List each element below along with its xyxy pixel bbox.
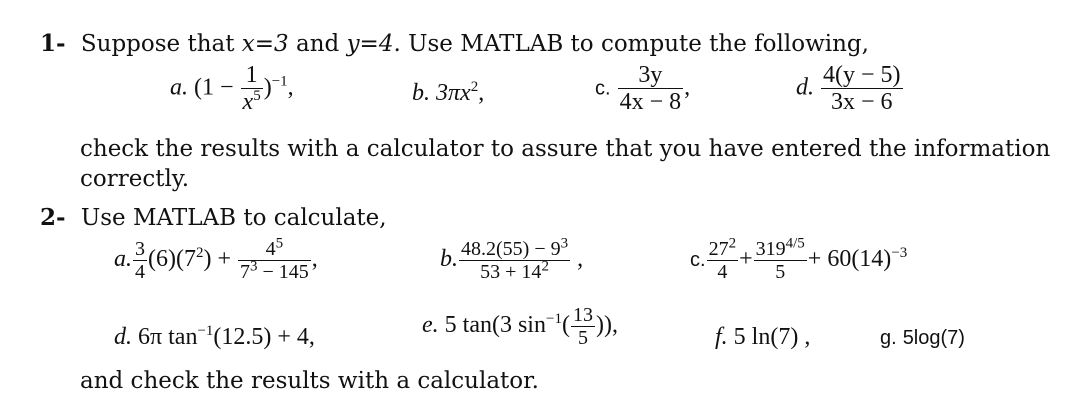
label-1b: b. xyxy=(412,80,430,106)
label-2d: d. xyxy=(114,324,132,350)
expression-2a xyxy=(114,235,318,283)
expr-1a-trail: , xyxy=(287,74,294,101)
problem-1-prompt-end: . Use MATLAB to compute the following, xyxy=(393,31,869,57)
expr-2g: 5log(7) xyxy=(902,327,965,349)
y-assignment: y=4 xyxy=(346,31,394,57)
fraction-1a xyxy=(241,62,263,116)
fraction-2a-2 xyxy=(238,235,311,283)
expression-2f xyxy=(715,324,810,351)
fraction-2b xyxy=(459,235,570,283)
fraction-2e xyxy=(571,304,595,349)
expr-2c-tail: + 60(14) xyxy=(807,246,892,273)
x-assignment: x=3 xyxy=(241,31,289,57)
fraction-2c-1-numerator: 27 xyxy=(708,238,729,260)
fraction-1c-numerator: 3y xyxy=(618,62,684,89)
fraction-2a-2-numerator: 4 xyxy=(265,238,276,260)
expr-2d-tail: (12.5) + 4, xyxy=(213,324,315,350)
label-2b: b. xyxy=(440,246,458,273)
problem-1-prompt-start: Suppose that xyxy=(80,31,242,57)
label-1d: d. xyxy=(796,74,814,101)
fraction-2b-denominator: 53 + 14 xyxy=(480,261,542,283)
label-1c: c. xyxy=(595,77,611,100)
label-1a: a. xyxy=(170,74,188,101)
expr-2d-exponent: −1 xyxy=(197,323,214,339)
check-line-1: check the results with a calculator to assure that you have entered the information xyxy=(80,136,1051,162)
fraction-1a-denominator: x xyxy=(242,89,254,116)
closing-line: and check the results with a calculator. xyxy=(80,368,539,394)
expression-2e xyxy=(422,304,618,349)
expression-2g xyxy=(880,324,965,351)
expr-1c-trail: , xyxy=(684,74,691,101)
fraction-2b-numerator: 48.2(55) − 9 xyxy=(461,238,561,260)
problem-2-heading xyxy=(40,204,387,231)
expression-2d xyxy=(114,324,315,351)
check-line-2: correctly. xyxy=(80,166,190,192)
expr-1b-exponent: 2 xyxy=(470,79,479,95)
expr-1a-outer-exponent: −1 xyxy=(271,73,288,90)
expr-2a-mid-exponent: 2 xyxy=(195,245,204,262)
expr-2f: 5 ln(7) , xyxy=(733,324,811,350)
fraction-1c xyxy=(618,62,684,116)
expr-2a-mid-tail: ) + xyxy=(203,246,232,273)
fraction-2c-2-num-exponent: 4/5 xyxy=(785,235,805,252)
fraction-1a-numerator: 1 xyxy=(241,62,263,89)
expr-2a-mid: (6)(7 xyxy=(148,246,196,273)
fraction-1d xyxy=(821,62,903,116)
expr-1a-tail: ) xyxy=(263,74,272,101)
expr-2e-close: )), xyxy=(595,312,618,339)
fraction-2a-1-numerator: 3 xyxy=(135,238,145,260)
fraction-2b-den-exponent: 2 xyxy=(541,258,549,275)
expr-1a-lead: (1 − xyxy=(194,74,234,101)
expression-2b xyxy=(440,235,584,283)
fraction-1a-exponent: 5 xyxy=(253,88,261,105)
label-2f: f. xyxy=(715,324,728,350)
problem-2-number: 2- xyxy=(40,204,66,231)
and-word: and xyxy=(288,31,347,57)
fraction-2a-2-denominator: 7 xyxy=(240,261,251,283)
fraction-2c-1 xyxy=(707,235,739,283)
expression-1d xyxy=(796,62,904,116)
fraction-2c-1-num-exponent: 2 xyxy=(728,235,737,252)
expr-1b-trail: , xyxy=(478,80,485,106)
fraction-2c-1-denominator: 4 xyxy=(717,261,728,283)
expression-1b xyxy=(412,80,484,107)
fraction-2a-1 xyxy=(133,238,147,283)
expr-2e-open: ( xyxy=(561,312,570,339)
fraction-2c-2-numerator: 319 xyxy=(755,238,786,260)
fraction-1c-denominator: 4x − 8 xyxy=(619,89,682,116)
expr-2e-exponent: −1 xyxy=(545,311,562,328)
expr-2b-trail: , xyxy=(577,246,584,273)
expression-2c xyxy=(690,235,908,283)
label-2g: g. xyxy=(880,327,897,349)
expression-1c xyxy=(595,62,690,116)
problem-2-prompt: Use MATLAB to calculate, xyxy=(80,205,387,231)
label-2a: a. xyxy=(114,246,132,273)
fraction-2b-num-exponent: 3 xyxy=(560,235,569,252)
expr-2d: 6π tan xyxy=(138,324,198,350)
fraction-2a-2-den-tail: − 145 xyxy=(257,261,309,283)
fraction-2e-numerator: 13 xyxy=(572,304,593,326)
fraction-1d-numerator: 4(y − 5) xyxy=(823,62,901,88)
problem-1-heading xyxy=(40,30,869,57)
fraction-2e-denominator: 5 xyxy=(577,327,588,349)
label-2c: c. xyxy=(690,249,706,272)
expr-2c-tail-exponent: −3 xyxy=(891,245,908,262)
expr-2c-plus: + xyxy=(739,246,753,273)
expr-1b: 3πx xyxy=(436,80,471,106)
expr-2a-trail: , xyxy=(311,246,318,273)
label-2e: e. xyxy=(422,312,439,339)
expr-2e-lead: 5 tan(3 sin xyxy=(444,312,546,339)
fraction-2c-2-denominator: 5 xyxy=(775,261,786,283)
fraction-2a-2-num-exponent: 5 xyxy=(275,235,284,252)
fraction-1d-denominator: 3x − 6 xyxy=(830,89,893,116)
problem-1-number: 1- xyxy=(40,30,66,57)
fraction-2a-1-denominator: 4 xyxy=(135,261,145,283)
fraction-2c-2 xyxy=(754,235,807,283)
expression-1a xyxy=(170,62,294,116)
fraction-2a-2-den-exponent: 3 xyxy=(250,258,258,275)
